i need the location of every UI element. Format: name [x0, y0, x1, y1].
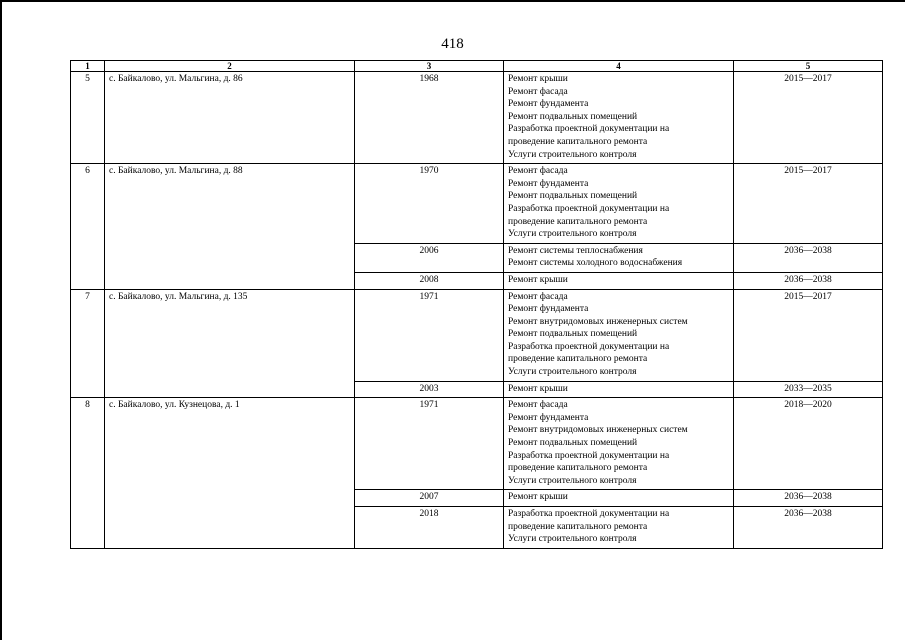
period-cell: 2036—2038: [734, 507, 883, 549]
work-item: Ремонт подвальных помещений: [508, 191, 638, 202]
works-cell: [504, 507, 734, 549]
period-cell: 2015—2017: [734, 164, 883, 244]
works-cell: [504, 164, 734, 244]
works-cell: [504, 289, 734, 381]
column-header: 2: [105, 61, 355, 72]
work-item: проведение капитального ремонта: [508, 354, 648, 365]
work-item: Услуги строительного контроля: [508, 475, 637, 486]
work-item: проведение капитального ремонта: [508, 216, 648, 227]
work-item: Ремонт фасада: [508, 400, 568, 411]
address-cell: с. Байкалово, ул. Мальгина, д. 86: [105, 72, 355, 164]
period-cell: 2036—2038: [734, 490, 883, 507]
work-item: Ремонт крыши: [508, 383, 568, 394]
work-item: Услуги строительного контроля: [508, 367, 637, 378]
year-cell: 2006: [355, 243, 504, 272]
period-cell: 2015—2017: [734, 72, 883, 164]
work-item: Ремонт системы холодного водоснабжения: [508, 258, 683, 269]
column-header: 3: [355, 61, 504, 72]
work-item: Разработка проектной документации на: [508, 203, 670, 214]
works-cell: [504, 243, 734, 272]
works-cell: [504, 490, 734, 507]
year-cell: 1971: [355, 398, 504, 490]
year-cell: 2008: [355, 272, 504, 289]
work-item: Ремонт фасада: [508, 166, 568, 177]
column-header: 5: [734, 61, 883, 72]
year-cell: 2007: [355, 490, 504, 507]
scan-border-left: [0, 0, 2, 640]
address-cell: с. Байкалово, ул. Кузнецова, д. 1: [105, 398, 355, 549]
repair-schedule-table: [70, 60, 883, 549]
page-number: 418: [441, 36, 464, 52]
scan-border-top: [0, 0, 905, 2]
work-item: Ремонт крыши: [508, 274, 568, 285]
work-item: Ремонт внутридомовых инженерных систем: [508, 425, 688, 436]
works-cell: [504, 72, 734, 164]
period-cell: 2015—2017: [734, 289, 883, 381]
period-cell: 2036—2038: [734, 272, 883, 289]
row-number-cell: 7: [71, 289, 105, 398]
column-number-row: [71, 61, 883, 72]
table-body: [71, 72, 883, 549]
work-item: Ремонт подвальных помещений: [508, 329, 638, 340]
work-item: Ремонт внутридомовых инженерных систем: [508, 316, 688, 327]
work-item: Ремонт крыши: [508, 492, 568, 503]
table-row: [71, 72, 883, 164]
work-item: проведение капитального ремонта: [508, 521, 648, 532]
work-item: Разработка проектной документации на: [508, 450, 670, 461]
work-item: Ремонт фундамента: [508, 178, 589, 189]
address-cell: с. Байкалово, ул. Мальгина, д. 135: [105, 289, 355, 398]
row-number-cell: 8: [71, 398, 105, 549]
work-item: Ремонт системы теплоснабжения: [508, 245, 643, 256]
column-header: 4: [504, 61, 734, 72]
period-cell: 2036—2038: [734, 243, 883, 272]
table-row: [71, 164, 883, 244]
works-cell: [504, 381, 734, 398]
address-cell: с. Байкалово, ул. Мальгина, д. 88: [105, 164, 355, 289]
work-item: Ремонт фасада: [508, 291, 568, 302]
table-row: [71, 398, 883, 490]
year-cell: 1970: [355, 164, 504, 244]
year-cell: 2018: [355, 507, 504, 549]
period-cell: 2033—2035: [734, 381, 883, 398]
work-item: Ремонт подвальных помещений: [508, 438, 638, 449]
work-item: Разработка проектной документации на: [508, 124, 670, 135]
work-item: Услуги строительного контроля: [508, 229, 637, 240]
row-number-cell: 5: [71, 72, 105, 164]
work-item: Услуги строительного контроля: [508, 534, 637, 545]
year-cell: 1971: [355, 289, 504, 381]
work-item: проведение капитального ремонта: [508, 136, 648, 147]
work-item: Ремонт фундамента: [508, 304, 589, 315]
year-cell: 2003: [355, 381, 504, 398]
work-item: Ремонт крыши: [508, 74, 568, 84]
work-item: Ремонт фундамента: [508, 99, 589, 110]
works-cell: [504, 272, 734, 289]
period-cell: 2018—2020: [734, 398, 883, 490]
work-item: Ремонт фундамента: [508, 412, 589, 423]
column-header: 1: [71, 61, 105, 72]
year-cell: 1968: [355, 72, 504, 164]
work-item: Разработка проектной документации на: [508, 341, 670, 352]
work-item: Услуги строительного контроля: [508, 149, 637, 160]
work-item: Ремонт фасада: [508, 86, 568, 97]
table-row: [71, 289, 883, 381]
work-item: Разработка проектной документации на: [508, 509, 670, 519]
work-item: Ремонт подвальных помещений: [508, 111, 638, 122]
work-item: проведение капитального ремонта: [508, 463, 648, 474]
works-cell: [504, 398, 734, 490]
row-number-cell: 6: [71, 164, 105, 289]
